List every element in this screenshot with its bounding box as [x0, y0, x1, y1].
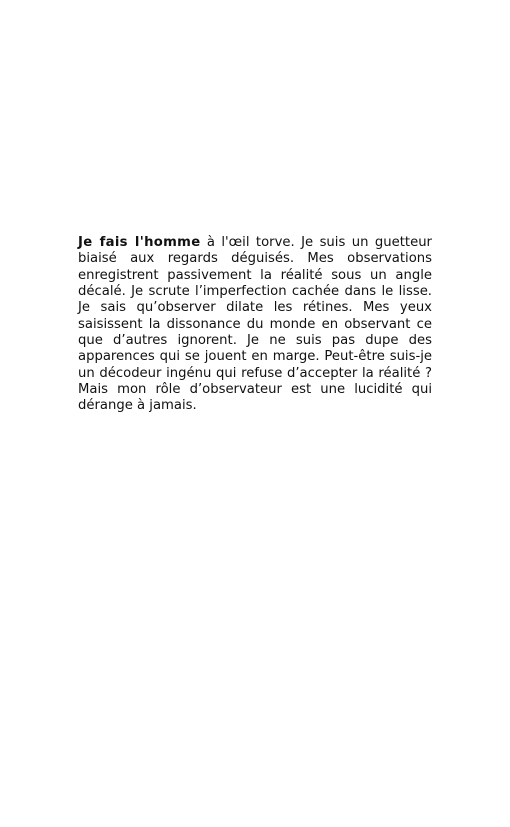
paragraph-body: à l'œil torve. Je suis un guetteur biaisé aux regards déguisés. Mes observations enregistrent passivement la réalité sous un angle décalé. Je scrute l’imperfection cachée dans le lisse. Je sais qu’observer dilate les rétines. Mes yeux saisissent la dissonance du monde en observant ce que d’autres ignorent. Je ne suis pas dupe des apparences qui se jouent en marge. Peut-être suis-je un décodeur ingénu qui refuse d’accepter la réalité ? Mais mon rôle d’observateur est une lucidité qui dérange à jamais.: [78, 235, 432, 414]
paragraph-lead: Je fais l'homme: [78, 235, 201, 251]
paragraph: [78, 235, 432, 414]
